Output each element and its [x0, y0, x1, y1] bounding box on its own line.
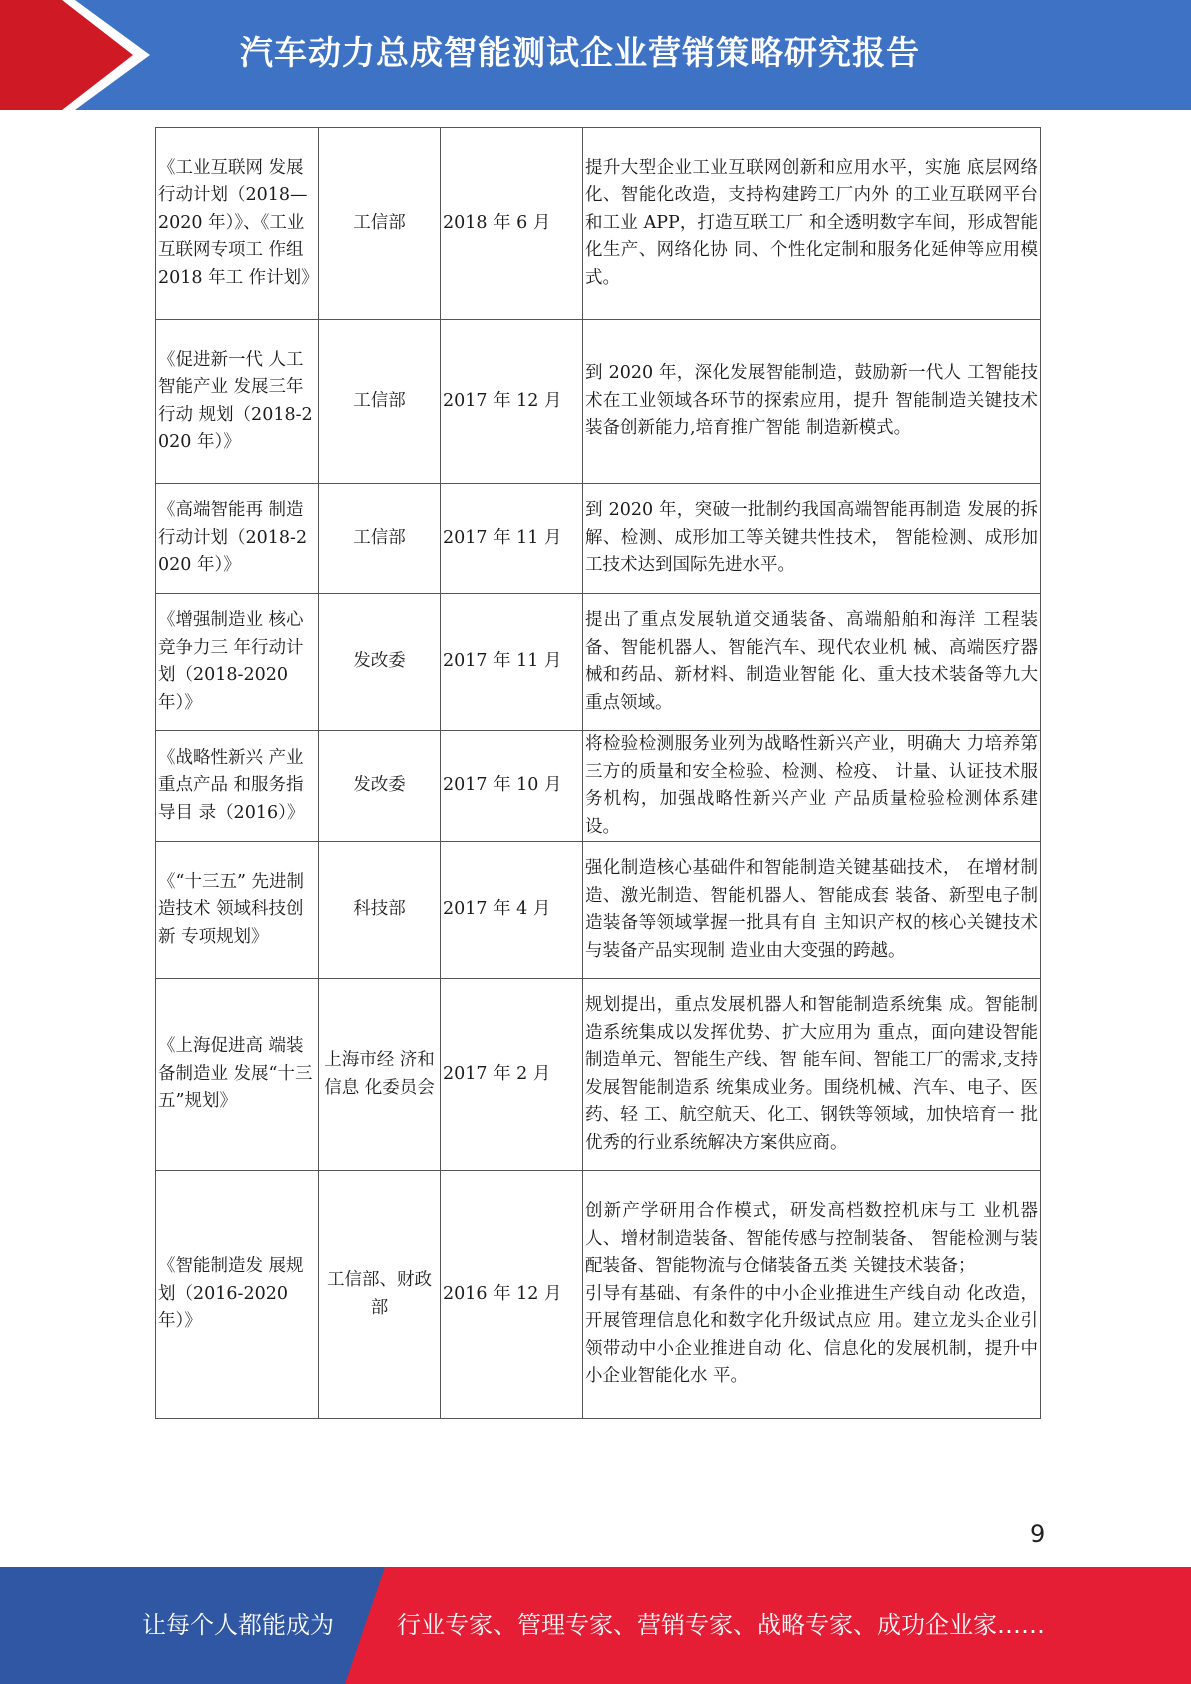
table-row	[156, 731, 1041, 842]
footer-slogan-right: 行业专家、管理专家、营销专家、战略专家、成功企业家……	[397, 1611, 1045, 1639]
department-cell: 工信部	[319, 484, 441, 594]
description-cell: 到 2020 年，突破一批制约我国高端智能再制造 发展的拆解、检测、成形加工等关键共性技术， 智能检测、成形加工技术达到国际先进水平。	[583, 484, 1041, 594]
description-cell: 到 2020 年，深化发展智能制造，鼓励新一代人 工智能技术在工业领域各环节的探索应用，提升 智能制造关键技术装备创新能力,培育推广智能 制造新模式。	[583, 320, 1041, 484]
date-cell: 2016 年 12 月	[441, 1171, 583, 1419]
description-paragraph: 创新产学研用合作模式，研发高档数控机床与工 业机器人、增材制造装备、智能传感与控制装备、 智能检测与装配装备、智能物流与仓储装备五类 关键技术装备；	[585, 1201, 1038, 1277]
table-row	[156, 979, 1041, 1171]
report-title: 汽车动力总成智能测试企业营销策略研究报告	[240, 33, 920, 72]
date-cell: 2017 年 11 月	[441, 594, 583, 731]
date-cell: 2017 年 11 月	[441, 484, 583, 594]
policy-name-cell: 《智能制造发 展规划（2016-2020 年）》	[156, 1171, 319, 1419]
description-cell: 将检验检测服务业列为战略性新兴产业，明确大 力培养第三方的质量和安全检验、检测、检疫、 计量、认证技术服务机构，加强战略性新兴产业 产品质量检验检测体系建设。	[583, 731, 1041, 842]
policy-name-cell: 《促进新一代 人工智能产业 发展三年行动 规划（2018-2020 年）》	[156, 320, 319, 484]
description-cell: 提升大型企业工业互联网创新和应用水平，实施 底层网络化、智能化改造，支持构建跨工厂内外 的工业互联网平台和工业 APP，打造互联工厂 和全透明数字车间，形成智能化生产、网络化协 同、个性化定制和服务化延伸等应用模式。	[583, 128, 1041, 320]
header-banner	[0, 0, 1191, 110]
policy-name-cell: 《增强制造业 核心竞争力三 年行动计划（2018-2020 年）》	[156, 594, 319, 731]
policy-name-cell: 《上海促进高 端装备制造业 发展“十三 五”规划》	[156, 979, 319, 1171]
department-cell: 科技部	[319, 842, 441, 979]
date-cell: 2017 年 4 月	[441, 842, 583, 979]
date-cell: 2017 年 10 月	[441, 731, 583, 842]
date-cell: 2017 年 12 月	[441, 320, 583, 484]
department-cell: 上海市经 济和信息 化委员会	[319, 979, 441, 1171]
description-paragraph: 引导有基础、有条件的中小企业推进生产线自动 化改造，开展管理信息化和数字化升级试点应 用。建立龙头企业引领带动中小企业推进自动 化、信息化的发展机制，提升中小企业智能化水 平。	[585, 1283, 1038, 1387]
department-cell: 发改委	[319, 731, 441, 842]
department-cell: 工信部	[319, 320, 441, 484]
description-cell: 强化制造核心基础件和智能制造关键基础技术， 在增材制造、激光制造、智能机器人、智能成套 装备、新型电子制造装备等领域掌握一批具有自 主知识产权的核心关键技术与装备产品实现制 造业由大变强的跨越。	[583, 842, 1041, 979]
department-cell: 工信部、财政部	[319, 1171, 441, 1419]
table-row	[156, 320, 1041, 484]
policy-name-cell: 《工业互联网 发展行动计划（2018—2020 年）》、《工业互联网专项工 作组 2018 年工 作计划》	[156, 128, 319, 320]
table-row	[156, 842, 1041, 979]
description-cell: 提出了重点发展轨道交通装备、高端船舶和海洋 工程装备、智能机器人、智能汽车、现代农业机 械、高端医疗器械和药品、新材料、制造业智能 化、重大技术装备等九大重点领域。	[583, 594, 1041, 731]
date-cell: 2017 年 2 月	[441, 979, 583, 1171]
table-row	[156, 128, 1041, 320]
table-row	[156, 484, 1041, 594]
table-row	[156, 1171, 1041, 1419]
policy-name-cell: 《“十三五” 先进制造技术 领域科技创新 专项规划》	[156, 842, 319, 979]
table-row	[156, 594, 1041, 731]
date-cell: 2018 年 6 月	[441, 128, 583, 320]
policy-name-cell: 《高端智能再 制造行动计划（2018-2020 年）》	[156, 484, 319, 594]
department-cell: 工信部	[319, 128, 441, 320]
policy-table	[155, 127, 1041, 1419]
footer-slogan-left: 让每个人都能成为	[142, 1611, 334, 1639]
description-cell: 规划提出，重点发展机器人和智能制造系统集 成。智能制造系统集成以发挥优势、扩大应用为 重点，面向建设智能制造单元、智能生产线、智 能车间、智能工厂的需求,支持发展智能制造系 统集成业务。围绕机械、汽车、电子、医药、轻 工、航空航天、化工、钢铁等领域，加快培育一 批优秀的行业系统解决方案供应商。	[583, 979, 1041, 1171]
footer-banner	[0, 1567, 1191, 1684]
page-number: 9	[1030, 1520, 1046, 1548]
department-cell: 发改委	[319, 594, 441, 731]
policy-name-cell: 《战略性新兴 产业重点产品 和服务指导目 录（2016）》	[156, 731, 319, 842]
description-cell	[583, 1171, 1041, 1419]
